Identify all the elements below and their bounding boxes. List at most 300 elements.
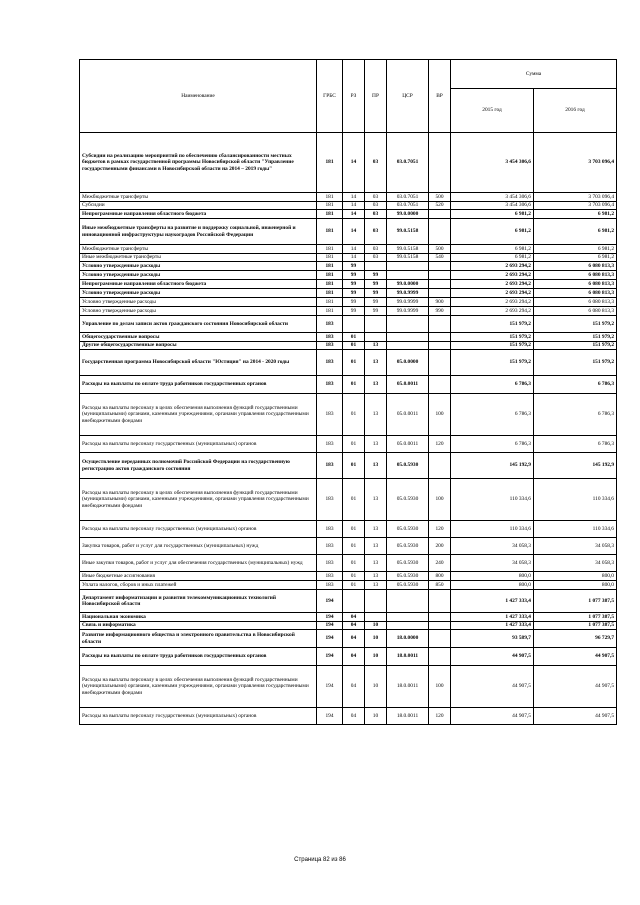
cell-name: Уплата налогов, сборов и иных платежей — [80, 581, 317, 590]
table-row — [80, 307, 617, 316]
cell-csr: 03.0.7051 — [387, 133, 429, 193]
cell-name: Расходы на выплаты персоналу в целях обеспечения выполнения функций государственными (муниципальными) органами, казенными учреждениями, органами управления государственными внебюджетными фондами — [80, 666, 317, 708]
cell-rz: 14 — [343, 133, 365, 193]
cell-pr — [365, 333, 387, 342]
cell-rz: 99 — [343, 262, 365, 271]
col-header-pr: ПР — [365, 60, 387, 133]
cell-rz: 99 — [343, 307, 365, 316]
cell-grbs: 194 — [317, 648, 343, 666]
cell-rz: 01 — [343, 479, 365, 521]
cell-pr: 13 — [365, 572, 387, 581]
cell-csr: 18.0.0000 — [387, 630, 429, 648]
cell-rz: 14 — [343, 254, 365, 262]
cell-csr: 05.0.5930 — [387, 538, 429, 555]
cell-rz: 01 — [343, 555, 365, 572]
cell-sum-2016: 110 334,6 — [534, 479, 617, 521]
cell-name: Условно утвержденные расходы — [80, 307, 317, 316]
table-row — [80, 210, 617, 219]
cell-csr: 05.0.0000 — [387, 350, 429, 376]
cell-csr: 99.0.5158 — [387, 219, 429, 245]
cell-pr: 13 — [365, 436, 387, 453]
cell-rz: 04 — [343, 613, 365, 622]
cell-name: Иные закупки товаров, работ и услуг для обеспечения государственных (муниципальных) нужд — [80, 555, 317, 572]
cell-vr: 990 — [429, 307, 451, 316]
cell-rz: 14 — [343, 245, 365, 254]
col-header-vr: ВР — [429, 60, 451, 133]
cell-pr — [365, 262, 387, 271]
cell-csr: 99.0.0000 — [387, 280, 429, 289]
cell-sum-2016: 6 080 813,3 — [534, 271, 617, 280]
cell-sum-2015: 2 693 294,2 — [451, 289, 534, 298]
cell-pr: 99 — [365, 289, 387, 298]
cell-grbs: 194 — [317, 708, 343, 725]
cell-vr: 100 — [429, 394, 451, 436]
cell-name: Непрограммные направления областного бюджета — [80, 210, 317, 219]
cell-sum-2016: 800,0 — [534, 581, 617, 590]
cell-rz: 99 — [343, 271, 365, 280]
cell-sum-2016: 151 979,2 — [534, 333, 617, 342]
cell-pr: 99 — [365, 271, 387, 280]
cell-pr — [365, 316, 387, 333]
cell-pr: 10 — [365, 622, 387, 630]
cell-sum-2016: 151 979,2 — [534, 342, 617, 350]
cell-vr — [429, 316, 451, 333]
cell-vr: 120 — [429, 436, 451, 453]
cell-sum-2015: 93 589,7 — [451, 630, 534, 648]
cell-sum-2016: 110 334,6 — [534, 521, 617, 538]
cell-name: Общегосударственные вопросы — [80, 333, 317, 342]
cell-vr — [429, 622, 451, 630]
cell-pr: 03 — [365, 210, 387, 219]
cell-vr: 900 — [429, 298, 451, 307]
cell-csr: 05.0.5930 — [387, 581, 429, 590]
cell-sum-2015: 1 427 333,4 — [451, 622, 534, 630]
cell-sum-2015: 6 786,3 — [451, 376, 534, 394]
cell-sum-2015: 6 786,3 — [451, 394, 534, 436]
cell-name: Закупка товаров, работ и услуг для государственных (муниципальных) нужд — [80, 538, 317, 555]
cell-sum-2016: 6 786,3 — [534, 436, 617, 453]
cell-csr: 99.0.9999 — [387, 307, 429, 316]
cell-grbs: 194 — [317, 590, 343, 613]
cell-sum-2015: 6 981,2 — [451, 254, 534, 262]
cell-csr: 05.0.5930 — [387, 572, 429, 581]
cell-vr — [429, 333, 451, 342]
cell-pr: 10 — [365, 708, 387, 725]
cell-name: Расходы на выплаты персоналу в целях обеспечения выполнения функций государственными (муниципальными) органами, казенными учреждениями, органами управления государственными внебюджетными фондами — [80, 479, 317, 521]
table-row — [80, 262, 617, 271]
cell-vr — [429, 219, 451, 245]
cell-name: Государственная программа Новосибирской области "Юстиция" на 2014 - 2020 годы — [80, 350, 317, 376]
cell-name: Департамент информатизации и развития телекоммуникационных технологий Новосибирской области — [80, 590, 317, 613]
table-row — [80, 298, 617, 307]
cell-name: Непрограммные направления областного бюджета — [80, 280, 317, 289]
cell-grbs: 183 — [317, 572, 343, 581]
table-row — [80, 342, 617, 350]
cell-name: Управление по делам записи актов гражданского состояния Новосибирской области — [80, 316, 317, 333]
cell-pr: 13 — [365, 521, 387, 538]
cell-csr — [387, 271, 429, 280]
cell-grbs: 181 — [317, 298, 343, 307]
cell-csr — [387, 262, 429, 271]
cell-rz: 04 — [343, 622, 365, 630]
cell-sum-2015: 2 693 294,2 — [451, 271, 534, 280]
table-row — [80, 479, 617, 521]
cell-grbs: 183 — [317, 453, 343, 479]
cell-sum-2016: 6 981,2 — [534, 245, 617, 254]
cell-name: Другие общегосударственные вопросы — [80, 342, 317, 350]
cell-name: Условно утвержденные расходы — [80, 262, 317, 271]
cell-grbs: 183 — [317, 350, 343, 376]
cell-grbs: 181 — [317, 202, 343, 210]
cell-name: Субсидии — [80, 202, 317, 210]
cell-csr: 05.0.5930 — [387, 479, 429, 521]
cell-sum-2015: 2 693 294,2 — [451, 262, 534, 271]
cell-sum-2016: 6 080 813,3 — [534, 262, 617, 271]
cell-csr: 05.0.5930 — [387, 453, 429, 479]
cell-sum-2016: 34 058,3 — [534, 555, 617, 572]
cell-vr — [429, 648, 451, 666]
table-row — [80, 521, 617, 538]
col-header-grbs: ГРБС — [317, 60, 343, 133]
cell-csr: 99.0.0000 — [387, 210, 429, 219]
cell-vr: 100 — [429, 479, 451, 521]
cell-vr: 200 — [429, 538, 451, 555]
table-row — [80, 622, 617, 630]
cell-vr: 500 — [429, 245, 451, 254]
cell-sum-2015: 2 693 294,2 — [451, 307, 534, 316]
cell-sum-2015: 3 454 306,6 — [451, 202, 534, 210]
col-header-rz: РЗ — [343, 60, 365, 133]
cell-sum-2015: 6 981,2 — [451, 245, 534, 254]
cell-sum-2015: 34 058,3 — [451, 538, 534, 555]
table-row — [80, 376, 617, 394]
table-row — [80, 133, 617, 193]
cell-sum-2016: 3 703 096,4 — [534, 202, 617, 210]
table-row — [80, 590, 617, 613]
cell-pr: 99 — [365, 298, 387, 307]
cell-sum-2016: 6 786,3 — [534, 376, 617, 394]
cell-sum-2015: 3 454 306,6 — [451, 133, 534, 193]
cell-csr: 99.0.5158 — [387, 245, 429, 254]
cell-grbs: 181 — [317, 219, 343, 245]
cell-sum-2016: 1 077 387,5 — [534, 613, 617, 622]
cell-name: Условно утвержденные расходы — [80, 271, 317, 280]
table-row — [80, 613, 617, 622]
cell-grbs: 183 — [317, 376, 343, 394]
cell-sum-2015: 151 979,2 — [451, 316, 534, 333]
cell-csr: 05.0.5930 — [387, 521, 429, 538]
table-row — [80, 289, 617, 298]
cell-name: Осуществление переданных полномочий Российской Федерации на государственную регистрацию актов гражданского состояния — [80, 453, 317, 479]
table-row — [80, 453, 617, 479]
col-header-sum: Сумма — [451, 60, 617, 89]
cell-sum-2015: 151 979,2 — [451, 342, 534, 350]
cell-grbs: 181 — [317, 280, 343, 289]
cell-sum-2016: 151 979,2 — [534, 350, 617, 376]
cell-sum-2015: 2 693 294,2 — [451, 280, 534, 289]
cell-sum-2015: 44 907,5 — [451, 708, 534, 725]
table-row — [80, 555, 617, 572]
cell-grbs: 183 — [317, 581, 343, 590]
cell-vr — [429, 280, 451, 289]
table-row — [80, 394, 617, 436]
cell-rz: 14 — [343, 202, 365, 210]
cell-csr: 99.0.9999 — [387, 289, 429, 298]
table-row — [80, 271, 617, 280]
cell-rz: 99 — [343, 280, 365, 289]
table-row — [80, 436, 617, 453]
cell-csr — [387, 316, 429, 333]
cell-name: Расходы на выплаты персоналу государственных (муниципальных) органов — [80, 436, 317, 453]
cell-name: Межбюджетные трансферты — [80, 245, 317, 254]
cell-pr: 10 — [365, 648, 387, 666]
cell-name: Расходы на выплаты по оплате труда работников государственных органов — [80, 376, 317, 394]
cell-sum-2016: 34 058,3 — [534, 538, 617, 555]
cell-rz: 01 — [343, 350, 365, 376]
cell-sum-2016: 6 981,2 — [534, 210, 617, 219]
cell-pr: 03 — [365, 193, 387, 202]
cell-csr: 18.0.0011 — [387, 708, 429, 725]
cell-grbs: 181 — [317, 210, 343, 219]
cell-pr: 10 — [365, 630, 387, 648]
cell-sum-2016: 3 703 096,4 — [534, 133, 617, 193]
cell-rz: 01 — [343, 538, 365, 555]
cell-sum-2016: 6 786,3 — [534, 394, 617, 436]
table-row — [80, 350, 617, 376]
cell-pr: 99 — [365, 307, 387, 316]
cell-rz: 99 — [343, 289, 365, 298]
cell-csr: 03.0.7051 — [387, 202, 429, 210]
cell-pr: 03 — [365, 254, 387, 262]
cell-vr: 120 — [429, 708, 451, 725]
col-header-2015: 2015 год — [451, 89, 534, 133]
budget-table — [79, 59, 617, 725]
cell-vr: 120 — [429, 521, 451, 538]
cell-rz — [343, 316, 365, 333]
cell-sum-2016: 6 981,2 — [534, 219, 617, 245]
cell-pr — [365, 590, 387, 613]
cell-pr: 13 — [365, 555, 387, 572]
cell-csr: 05.0.0011 — [387, 436, 429, 453]
cell-vr — [429, 613, 451, 622]
cell-vr — [429, 289, 451, 298]
table-row — [80, 219, 617, 245]
cell-rz: 01 — [343, 394, 365, 436]
cell-sum-2015: 110 334,6 — [451, 521, 534, 538]
cell-sum-2016: 151 979,2 — [534, 316, 617, 333]
table-row — [80, 708, 617, 725]
table-row — [80, 202, 617, 210]
cell-sum-2015: 151 979,2 — [451, 350, 534, 376]
cell-rz: 04 — [343, 666, 365, 708]
cell-grbs: 181 — [317, 271, 343, 280]
cell-vr — [429, 350, 451, 376]
cell-rz: 14 — [343, 193, 365, 202]
col-header-csr: ЦСР — [387, 60, 429, 133]
cell-sum-2015: 6 981,2 — [451, 219, 534, 245]
cell-sum-2015: 800,0 — [451, 572, 534, 581]
cell-grbs: 194 — [317, 613, 343, 622]
cell-csr: 03.0.7051 — [387, 193, 429, 202]
cell-rz: 04 — [343, 708, 365, 725]
budget-table-sheet — [79, 59, 616, 725]
cell-sum-2015: 2 693 294,2 — [451, 298, 534, 307]
cell-sum-2016: 3 703 096,4 — [534, 193, 617, 202]
cell-grbs: 194 — [317, 630, 343, 648]
cell-grbs: 181 — [317, 307, 343, 316]
cell-sum-2016: 44 907,5 — [534, 666, 617, 708]
cell-pr: 13 — [365, 376, 387, 394]
table-row — [80, 280, 617, 289]
cell-vr: 800 — [429, 572, 451, 581]
cell-vr — [429, 453, 451, 479]
cell-pr: 13 — [365, 453, 387, 479]
cell-sum-2016: 6 080 813,3 — [534, 280, 617, 289]
cell-grbs: 181 — [317, 193, 343, 202]
cell-csr — [387, 622, 429, 630]
cell-rz: 01 — [343, 342, 365, 350]
cell-pr: 13 — [365, 581, 387, 590]
table-row — [80, 193, 617, 202]
cell-grbs: 181 — [317, 254, 343, 262]
cell-vr — [429, 376, 451, 394]
cell-rz: 01 — [343, 453, 365, 479]
cell-sum-2016: 6 981,2 — [534, 254, 617, 262]
cell-rz — [343, 590, 365, 613]
cell-rz: 14 — [343, 219, 365, 245]
cell-sum-2015: 44 907,5 — [451, 648, 534, 666]
cell-grbs: 183 — [317, 555, 343, 572]
cell-pr: 13 — [365, 350, 387, 376]
cell-csr: 99.0.9999 — [387, 298, 429, 307]
page-footer: Страница 82 из 86 — [294, 857, 346, 863]
cell-pr: 13 — [365, 394, 387, 436]
cell-name: Расходы на выплаты по оплате труда работников государственных органов — [80, 648, 317, 666]
cell-name: Субсидии на реализацию мероприятий по обеспечению сбалансированности местных бюджетов в рамках государственной программы Новосибирской области "Управление государственными финансами в Новосибирской области на 2014 – 2019 годы" — [80, 133, 317, 193]
cell-grbs: 183 — [317, 333, 343, 342]
cell-sum-2016: 6 080 813,3 — [534, 289, 617, 298]
cell-rz: 01 — [343, 521, 365, 538]
cell-pr: 13 — [365, 538, 387, 555]
table-row — [80, 245, 617, 254]
cell-grbs: 194 — [317, 622, 343, 630]
table-row — [80, 666, 617, 708]
table-row — [80, 254, 617, 262]
cell-csr: 18.0.0011 — [387, 648, 429, 666]
cell-rz: 04 — [343, 648, 365, 666]
cell-name: Расходы на выплаты персоналу государственных (муниципальных) органов — [80, 521, 317, 538]
col-header-name: Наименование — [80, 60, 317, 133]
cell-name: Связь и информатика — [80, 622, 317, 630]
col-header-2016: 2016 год — [534, 89, 617, 133]
cell-csr — [387, 613, 429, 622]
cell-sum-2015: 800,0 — [451, 581, 534, 590]
cell-sum-2016: 800,0 — [534, 572, 617, 581]
cell-sum-2015: 151 979,2 — [451, 333, 534, 342]
cell-csr — [387, 590, 429, 613]
cell-name: Межбюджетные трансферты — [80, 193, 317, 202]
cell-vr — [429, 590, 451, 613]
cell-grbs: 183 — [317, 521, 343, 538]
cell-pr: 03 — [365, 245, 387, 254]
cell-grbs: 181 — [317, 289, 343, 298]
cell-sum-2015: 34 058,3 — [451, 555, 534, 572]
table-row — [80, 648, 617, 666]
cell-vr: 100 — [429, 666, 451, 708]
cell-sum-2015: 3 454 306,6 — [451, 193, 534, 202]
cell-name: Национальная экономика — [80, 613, 317, 622]
cell-vr — [429, 262, 451, 271]
cell-sum-2015: 44 907,5 — [451, 666, 534, 708]
cell-sum-2016: 96 729,7 — [534, 630, 617, 648]
cell-sum-2016: 44 907,5 — [534, 708, 617, 725]
cell-csr: 18.0.0011 — [387, 666, 429, 708]
cell-grbs: 181 — [317, 245, 343, 254]
cell-pr: 03 — [365, 219, 387, 245]
cell-vr — [429, 271, 451, 280]
cell-pr: 13 — [365, 342, 387, 350]
cell-sum-2016: 6 080 813,3 — [534, 307, 617, 316]
cell-sum-2016: 145 192,9 — [534, 453, 617, 479]
cell-grbs: 183 — [317, 436, 343, 453]
cell-sum-2016: 1 077 387,5 — [534, 622, 617, 630]
cell-csr — [387, 333, 429, 342]
cell-name: Иные межбюджетные трансферты — [80, 254, 317, 262]
cell-rz: 01 — [343, 376, 365, 394]
cell-vr — [429, 342, 451, 350]
table-row — [80, 630, 617, 648]
cell-name: Расходы на выплаты персоналу в целях обеспечения выполнения функций государственными (муниципальными) органами, казенными учреждениями, органами управления государственными внебюджетными фондами — [80, 394, 317, 436]
cell-pr: 03 — [365, 133, 387, 193]
cell-csr: 05.0.0011 — [387, 394, 429, 436]
cell-sum-2015: 1 427 333,4 — [451, 590, 534, 613]
cell-sum-2016: 6 080 813,3 — [534, 298, 617, 307]
table-row — [80, 316, 617, 333]
cell-csr — [387, 342, 429, 350]
cell-grbs: 183 — [317, 342, 343, 350]
cell-sum-2016: 44 907,5 — [534, 648, 617, 666]
cell-pr — [365, 613, 387, 622]
cell-grbs: 181 — [317, 262, 343, 271]
cell-csr: 05.0.0011 — [387, 376, 429, 394]
table-row — [80, 333, 617, 342]
cell-grbs: 194 — [317, 666, 343, 708]
cell-grbs: 183 — [317, 538, 343, 555]
cell-rz: 99 — [343, 298, 365, 307]
cell-csr: 05.0.5930 — [387, 555, 429, 572]
cell-vr: 240 — [429, 555, 451, 572]
cell-sum-2015: 6 786,3 — [451, 436, 534, 453]
cell-vr — [429, 630, 451, 648]
cell-pr: 10 — [365, 666, 387, 708]
cell-grbs: 183 — [317, 316, 343, 333]
cell-sum-2015: 1 427 333,4 — [451, 613, 534, 622]
cell-name: Условно утвержденные расходы — [80, 289, 317, 298]
cell-csr: 99.0.5158 — [387, 254, 429, 262]
cell-sum-2015: 145 192,9 — [451, 453, 534, 479]
cell-name: Иные межбюджетные трансферты на развитие и поддержку социальной, инженерной и инновационной инфраструктуры наукоградов Российской Федерации — [80, 219, 317, 245]
table-row — [80, 581, 617, 590]
cell-rz: 01 — [343, 436, 365, 453]
cell-vr: 500 — [429, 193, 451, 202]
cell-vr: 850 — [429, 581, 451, 590]
table-row — [80, 572, 617, 581]
cell-vr — [429, 133, 451, 193]
cell-rz: 01 — [343, 581, 365, 590]
cell-name: Развитие информационного общества и электронного правительства в Новосибирской области — [80, 630, 317, 648]
cell-sum-2016: 1 077 387,5 — [534, 590, 617, 613]
cell-pr: 13 — [365, 479, 387, 521]
